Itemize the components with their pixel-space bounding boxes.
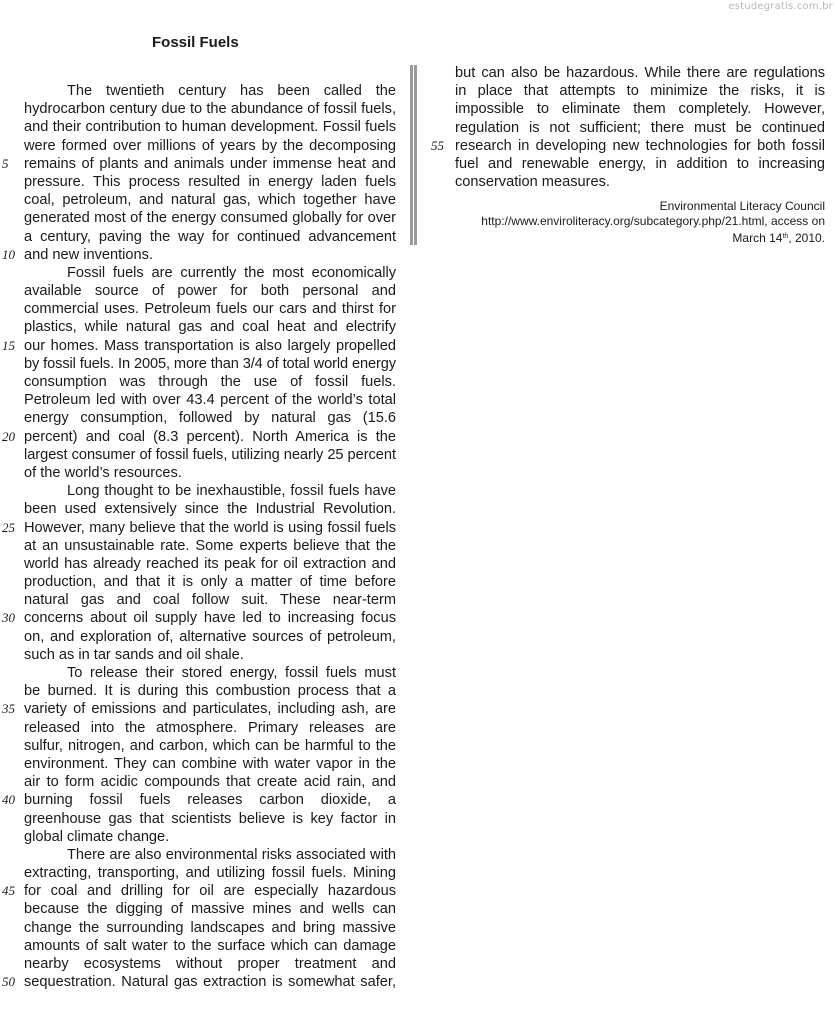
text-line (24, 464, 396, 482)
text-line (2, 609, 396, 627)
text-line (24, 373, 396, 391)
text-line (2, 882, 396, 900)
text-line (2, 428, 396, 446)
line-text: change the surrounding landscapes and bring massive (24, 919, 396, 936)
line-number: 25 (2, 519, 15, 535)
line-text: natural gas and coal follow suit. These near-term (24, 592, 396, 609)
line-text: greenhouse gas that scientists believe is key factor in (24, 810, 396, 827)
citation-source: Environmental Literacy Council (659, 199, 825, 213)
text-line (24, 646, 396, 664)
line-text: for coal and drilling for oil are especially hazardous (24, 883, 396, 900)
citation (455, 199, 825, 246)
line-text: a century, paving the way for continued advancement (24, 228, 396, 245)
text-line (24, 810, 396, 828)
text-line (24, 446, 396, 464)
line-text: commercial uses. Petroleum fuels our cars and thirst for (24, 301, 396, 318)
text-line (455, 82, 825, 100)
citation-date-rest: , 2010. (788, 231, 825, 245)
line-text: sequestration. Natural gas extraction is somewhat safer, (24, 974, 396, 991)
text-line (2, 519, 396, 537)
line-text: burning fossil fuels releases carbon dioxide, a (24, 792, 396, 809)
text-line (24, 500, 396, 518)
line-text: global climate change. (24, 828, 170, 845)
text-line (24, 737, 396, 755)
line-text: Petroleum led with over 43.4 percent of the world’s total (24, 392, 396, 409)
text-line (24, 591, 396, 609)
line-text: available source of power for both personal and (24, 283, 396, 300)
citation-url: http://www.enviroliteracy.org/subcategory.php/21.html, access on (481, 214, 825, 228)
text-line (2, 246, 396, 264)
line-text: regulation is not sufficient; there must be continued (455, 119, 825, 136)
line-text: plastics, while natural gas and coal heat and electrify (24, 319, 396, 336)
text-line (2, 700, 396, 718)
line-text: sulfur, nitrogen, and carbon, which can be harmful to the (24, 737, 396, 754)
divider-bar (410, 65, 413, 245)
line-number: 5 (2, 155, 9, 171)
line-number: 45 (2, 883, 15, 899)
text-line (24, 682, 396, 700)
text-line (24, 209, 396, 227)
column-divider (410, 65, 417, 245)
line-text: coal, petroleum, and natural gas, which together have (24, 192, 396, 209)
watermark: estudegratis.com.br (728, 1, 833, 12)
text-line (24, 773, 396, 791)
text-line (24, 300, 396, 318)
line-number: 40 (2, 792, 15, 808)
text-line (2, 791, 396, 809)
line-text: air to form acidic compounds that create acid rain, and (24, 774, 396, 791)
text-line (455, 155, 825, 173)
line-number: 55 (431, 137, 444, 153)
line-text: Fossil fuels are currently the most economically (67, 264, 396, 281)
line-number: 30 (2, 610, 15, 626)
line-text: pressure. This process resulted in energy laden fuels (24, 173, 396, 190)
line-text: world has already reached its peak for oil extraction and (24, 555, 396, 572)
text-line (24, 355, 396, 373)
line-text: To release their stored energy, fossil fuels must (67, 665, 396, 681)
line-text: fuel and renewable energy, in addition to increasing (455, 155, 825, 172)
text-line (24, 282, 396, 300)
citation-date (455, 229, 825, 246)
text-line (24, 900, 396, 918)
citation-date-prefix: March 14 (732, 231, 783, 245)
text-line (24, 264, 396, 282)
text-line (24, 118, 396, 136)
line-text: of the world’s resources. (24, 464, 182, 481)
line-text: but can also be hazardous. While there are regulations (455, 65, 825, 81)
text-line (24, 755, 396, 773)
text-line (24, 82, 396, 100)
line-text: conservation measures. (455, 174, 610, 191)
line-text: remains of plants and animals under immense heat and (24, 155, 396, 172)
text-line (24, 555, 396, 573)
text-line (24, 100, 396, 118)
text-line (24, 664, 396, 682)
text-line (24, 409, 396, 427)
text-line (24, 846, 396, 864)
line-number: 50 (2, 974, 15, 990)
line-text: our homes. Mass transportation is also largely propelled (24, 337, 396, 354)
line-text: variety of emissions and particulates, including ash, are (24, 701, 396, 718)
line-text: because the digging of massive mines and wells can (24, 901, 396, 918)
line-text: been used extensively since the Industrial Revolution. (24, 501, 396, 518)
text-line (455, 173, 825, 191)
right-column (431, 64, 825, 191)
text-line (24, 191, 396, 209)
line-text: released into the atmosphere. Primary releases are (24, 719, 396, 736)
text-line (431, 137, 825, 155)
line-text: research in developing new technologies for both fossil (455, 137, 825, 154)
line-text: environment. They can combine with water vapor in the (24, 755, 396, 772)
line-text: and their contribution to human development. Fossil fuels (24, 119, 396, 136)
line-text: be burned. It is during this combustion process that a (24, 683, 396, 700)
line-text: The twentieth century has been called the (67, 83, 396, 99)
text-line (24, 482, 396, 500)
line-text: percent) and coal (8.3 percent). North America is the (24, 428, 396, 445)
line-text: energy consumption, followed by natural gas (15.6 (24, 410, 396, 427)
divider-bar (414, 65, 417, 245)
line-text: However, many believe that the world is using fossil fuels (24, 519, 396, 536)
line-text: extracting, transporting, and utilizing fossil fuels. Mining (24, 865, 396, 882)
line-text: amounts of salt water to the surface which can damage (24, 937, 396, 954)
text-line (2, 973, 396, 991)
text-line (24, 937, 396, 955)
line-number: 15 (2, 337, 15, 353)
line-text: on, and exploration of, alternative sources of petroleum, (24, 628, 396, 645)
line-text: largest consumer of fossil fuels, utilizing nearly 25 percent (24, 446, 396, 463)
line-text: nearby ecosystems without proper treatment and (24, 956, 396, 972)
text-line (455, 100, 825, 118)
line-text: at an unsustainable rate. Some experts believe that the (24, 537, 396, 554)
text-line (24, 173, 396, 191)
text-line (24, 828, 396, 846)
line-text: production, and that it is only a matter of time before (24, 574, 396, 591)
line-text: hydrocarbon century due to the abundance of fossil fuels, (24, 101, 396, 118)
text-line (455, 64, 825, 82)
text-line (2, 337, 396, 355)
text-line (24, 391, 396, 409)
text-line (24, 719, 396, 737)
text-line (2, 155, 396, 173)
line-text: and new inventions. (24, 246, 153, 263)
text-line (24, 628, 396, 646)
text-line (24, 919, 396, 937)
line-number: 35 (2, 701, 15, 717)
line-text: were formed over millions of years by the decomposing (24, 137, 396, 154)
line-text: such as in tar sands and oil shale. (24, 646, 244, 663)
text-line (24, 137, 396, 155)
citation-date-ordinal: th (782, 233, 789, 240)
text-line (24, 955, 396, 973)
text-line (24, 537, 396, 555)
text-line (24, 228, 396, 246)
line-text: generated most of the energy consumed globally for over (24, 210, 396, 227)
line-text: in place that attempts to minimize the risks, it is (455, 83, 825, 100)
line-text: by fossil fuels. In 2005, more than 3/4 of total world energy (24, 355, 396, 372)
line-text: consumption was through the use of fossil fuels. (24, 374, 396, 390)
line-text: There are also environmental risks associated with (67, 846, 396, 863)
left-column (2, 82, 396, 991)
text-line (455, 119, 825, 137)
line-text: concerns about oil supply have led to increasing focus (24, 610, 396, 627)
line-text: Long thought to be inexhaustible, fossil fuels have (67, 483, 396, 500)
text-line (24, 573, 396, 591)
line-number: 20 (2, 428, 15, 444)
line-text: impossible to eliminate them completely. However, (455, 101, 825, 118)
text-line (24, 864, 396, 882)
page-title: Fossil Fuels (152, 34, 239, 51)
text-line (24, 318, 396, 336)
line-number: 10 (2, 246, 15, 262)
